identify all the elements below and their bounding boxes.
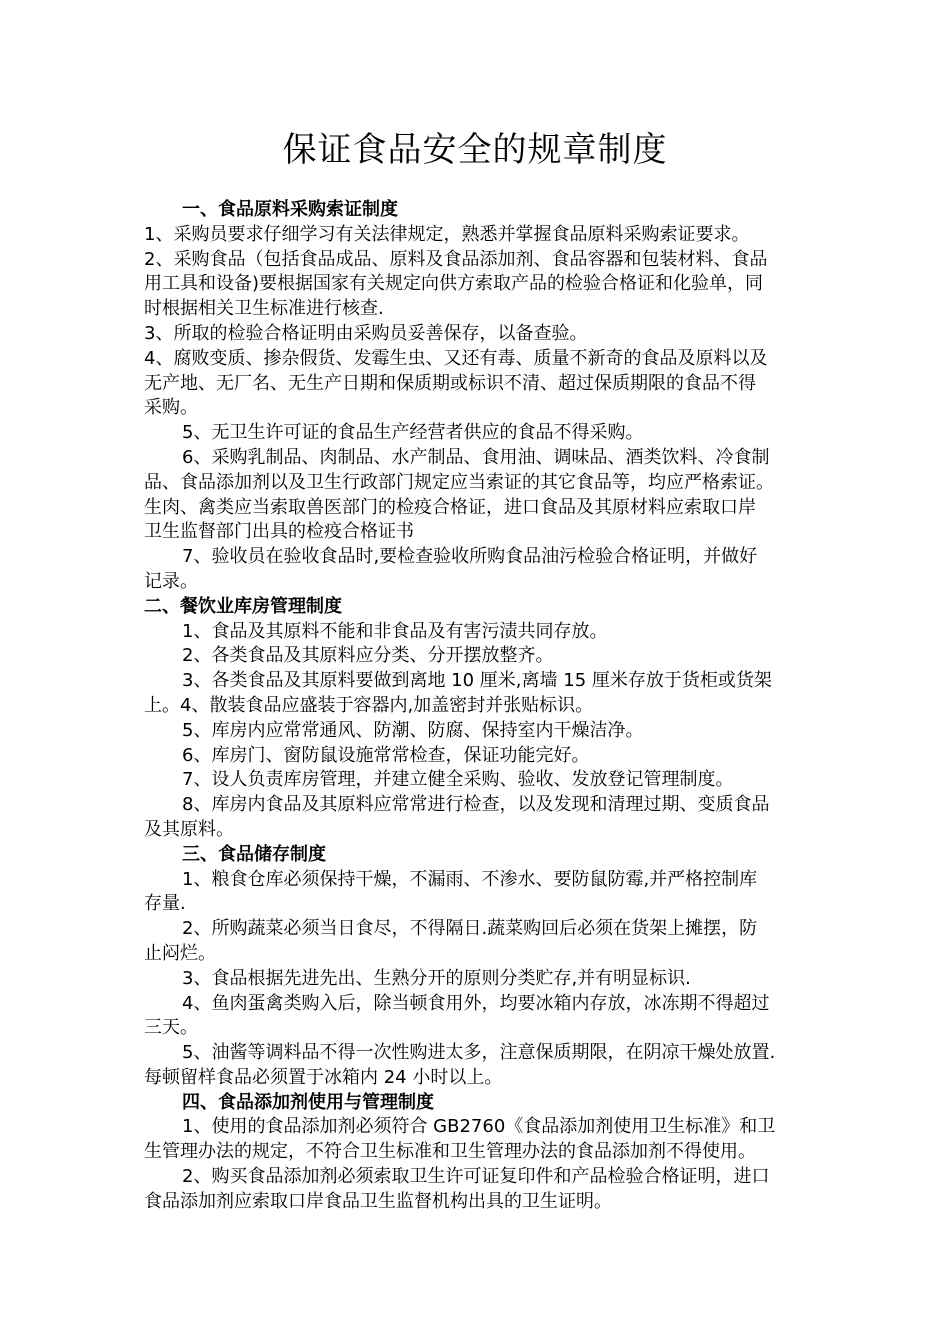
text-line: 2、购买食品添加剂必须索取卫生许可证复印件和产品检验合格证明，进口 [182, 1166, 770, 1188]
text-line: 3、所取的检验合格证明由采购员妥善保存，以备查验。 [144, 322, 588, 344]
text-line: 8、库房内食品及其原料应常常进行检查，以及发现和清理过期、变质食品 [182, 794, 770, 816]
text-line: 采购。 [144, 397, 198, 419]
text-line: 4、鱼肉蛋禽类购入后，除当顿食用外，均要冰箱内存放，冰冻期不得超过 [182, 992, 770, 1014]
text-line: 7、验收员在验收食品时,要检查验收所购食品油污检验合格证明，并做好 [182, 546, 758, 568]
text-line: 5、油酱等调料品不得一次性购进太多，注意保质期限，在阴凉干燥处放置. [182, 1042, 776, 1064]
text-line: 5、无卫生许可证的食品生产经营者供应的食品不得采购。 [182, 422, 644, 444]
text-line: 1、食品及其原料不能和非食品及有害污渍共同存放。 [182, 620, 608, 642]
text-line: 4、腐败变质、掺杂假货、发霉生虫、又还有毒、质量不新奇的食品及原料以及 [144, 347, 768, 369]
text-line: 止闷烂。 [144, 942, 216, 964]
text-line: 三天。 [144, 1017, 198, 1039]
section-heading: 四、食品添加剂使用与管理制度 [182, 1091, 434, 1113]
text-line: 3、食品根据先进先出、生熟分开的原则分类贮存,并有明显标识. [182, 967, 691, 989]
text-line: 2、所购蔬菜必须当日食尽，不得隔日.蔬菜购回后必须在货架上摊摆，防 [182, 918, 758, 940]
text-line: 1、粮食仓库必须保持干燥，不漏雨、不渗水、要防鼠防霉,并严格控制库 [182, 868, 758, 890]
text-line: 用工具和设备)要根据国家有关规定向供方索取产品的检验合格证和化验单，同 [144, 273, 764, 295]
text-line: 卫生监督部门出具的检疫合格证书 [144, 521, 414, 543]
text-line: 7、设人负责库房管理，并建立健全采购、验收、发放登记管理制度。 [182, 769, 734, 791]
text-line: 记录。 [144, 570, 198, 592]
section-heading: 一、食品原料采购索证制度 [182, 199, 398, 220]
document-body [144, 198, 812, 1215]
text-line: 及其原料。 [144, 818, 234, 840]
text-line: 品、食品添加剂以及卫生行政部门规定应当索证的其它食品等，均应严格索证。 [144, 471, 774, 493]
text-line: 时根据相关卫生标准进行核查. [144, 298, 384, 320]
text-line: 1、采购员要求仔细学习有关法律规定，熟悉并掌握食品原料采购索证要求。 [144, 223, 750, 245]
section-heading: 二、餐饮业库房管理制度 [144, 595, 342, 617]
text-line: 生管理办法的规定，不符合卫生标准和卫生管理办法的食品添加剂不得使用。 [144, 1141, 756, 1163]
text-line: 无产地、无厂名、无生产日期和保质期或标识不清、超过保质期限的食品不得 [144, 372, 756, 394]
text-line: 存量. [144, 893, 186, 915]
text-line: 3、各类食品及其原料要做到离地 10 厘米,离墙 15 厘米存放于货柜或货架 [182, 670, 772, 692]
section-heading: 三、食品储存制度 [182, 843, 326, 865]
text-line: 生肉、禽类应当索取兽医部门的检疫合格证，进口食品及其原材料应索取口岸 [144, 496, 756, 518]
text-line: 6、库房门、窗防鼠设施常常检查，保证功能完好。 [182, 744, 590, 766]
text-line: 2、采购食品（包括食品成品、原料及食品添加剂、食品容器和包装材料、食品 [144, 248, 768, 270]
text-line: 2、各类食品及其原料应分类、分开摆放整齐。 [182, 645, 554, 667]
text-line: 食品添加剂应索取口岸食品卫生监督机构出具的卫生证明。 [144, 1190, 612, 1212]
text-line: 每顿留样食品必须置于冰箱内 24 小时以上。 [144, 1066, 503, 1088]
document-title: 保证食品安全的规章制度 [282, 130, 668, 170]
text-line: 上。4、散装食品应盛装于容器内,加盖密封并张贴标识。 [144, 694, 594, 716]
text-line: 5、库房内应常常通风、防潮、防腐、保持室内干燥洁净。 [182, 719, 644, 741]
text-line: 1、使用的食品添加剂必须符合 GB2760《食品添加剂使用卫生标准》和卫 [182, 1116, 776, 1138]
text-line: 6、采购乳制品、肉制品、水产制品、食用油、调味品、酒类饮料、冷食制 [182, 446, 770, 468]
